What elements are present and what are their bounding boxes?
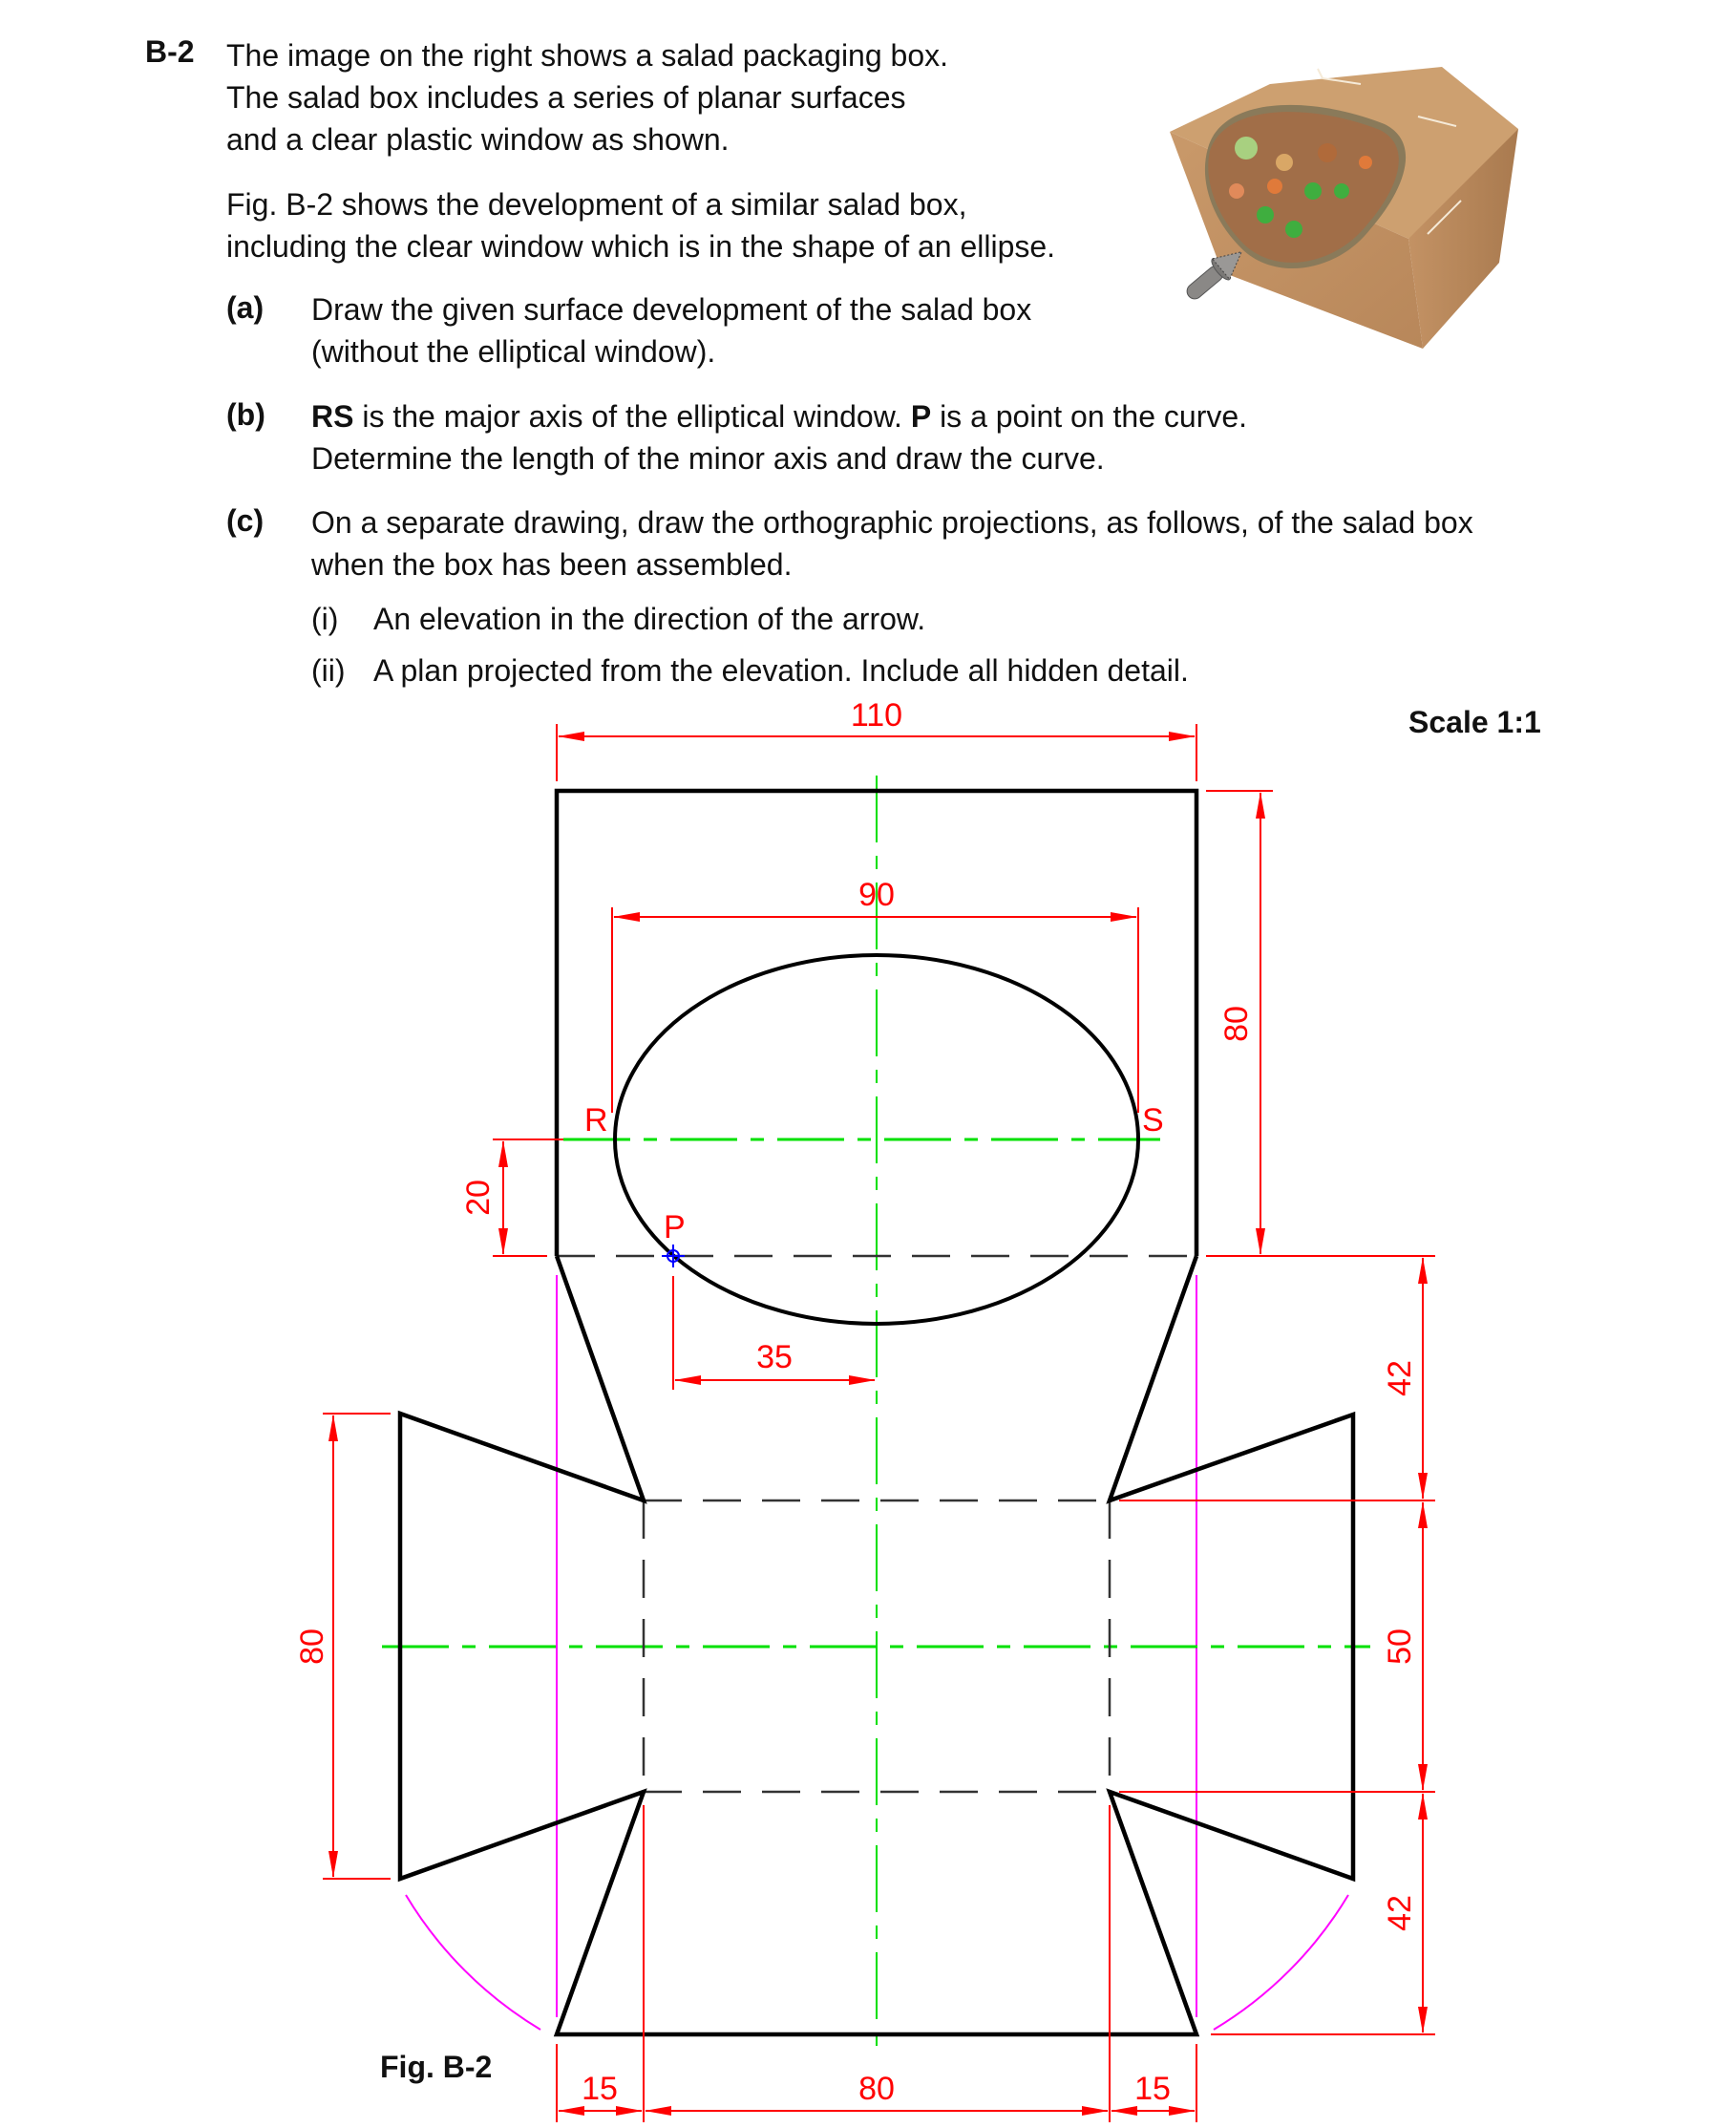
part-c-ii-text: A plan projected from the elevation. Include all hidden detail. (373, 653, 1189, 688)
rs-term: RS (311, 399, 354, 434)
point-p-label: P (664, 1209, 686, 1245)
part-c-i-text: An elevation in the direction of the arrow. (373, 602, 926, 636)
part-b-text-2: is a point on the curve. (931, 399, 1248, 434)
part-b-label: (b) (226, 397, 265, 432)
part-a-label: (a) (226, 290, 265, 325)
dim-42-bottom: 42 (1382, 1895, 1418, 1931)
dim-80-bottom: 80 (858, 2071, 895, 2107)
dim-50: 50 (1382, 1628, 1418, 1665)
dim-42-top: 42 (1382, 1360, 1418, 1396)
part-c-line-1: On a separate drawing, draw the orthographic projections, as follows, of the salad box (311, 505, 1473, 540)
intro-line-1: The image on the right shows a salad packaging box. (226, 38, 949, 73)
point-r-label: R (584, 1102, 608, 1138)
part-a-line-2: (without the elliptical window). (311, 334, 716, 369)
dim-15-left: 15 (582, 2071, 618, 2107)
part-a-line-1: Draw the given surface development of the salad box (311, 292, 1032, 327)
fig-intro-line-2: including the clear window which is in the shape of an ellipse. (226, 229, 1056, 264)
dim-80-top-panel: 80 (1218, 1006, 1255, 1042)
part-c-label: (c) (226, 503, 265, 538)
dimension-lines (323, 724, 1435, 2122)
center-lines (382, 776, 1370, 2054)
fig-intro-line-1: Fig. B-2 shows the development of a similar salad box, (226, 187, 967, 222)
dim-15-right: 15 (1134, 2071, 1171, 2107)
dim-90: 90 (858, 877, 895, 913)
intro-line-3: and a clear plastic window as shown. (226, 122, 730, 157)
scale-label: Scale 1:1 (1408, 705, 1541, 739)
figure-label: Fig. B-2 (380, 2050, 493, 2084)
intro-line-2: The salad box includes a series of planar surfaces (226, 80, 906, 115)
question-number: B-2 (145, 34, 195, 69)
part-c-line-2: when the box has been assembled. (311, 547, 793, 582)
part-c-ii-label: (ii) (311, 653, 346, 688)
part-b-line-2: Determine the length of the minor axis and draw the curve. (311, 441, 1105, 476)
part-b-text-1: is the major axis of the elliptical window. (353, 399, 911, 434)
p-term: P (910, 399, 932, 434)
dim-110: 110 (850, 697, 903, 734)
part-c-i-label: (i) (311, 602, 339, 636)
point-s-label: S (1142, 1102, 1164, 1138)
dim-35: 35 (756, 1339, 793, 1375)
dim-80-flap: 80 (294, 1628, 330, 1665)
dim-20: 20 (460, 1180, 497, 1216)
